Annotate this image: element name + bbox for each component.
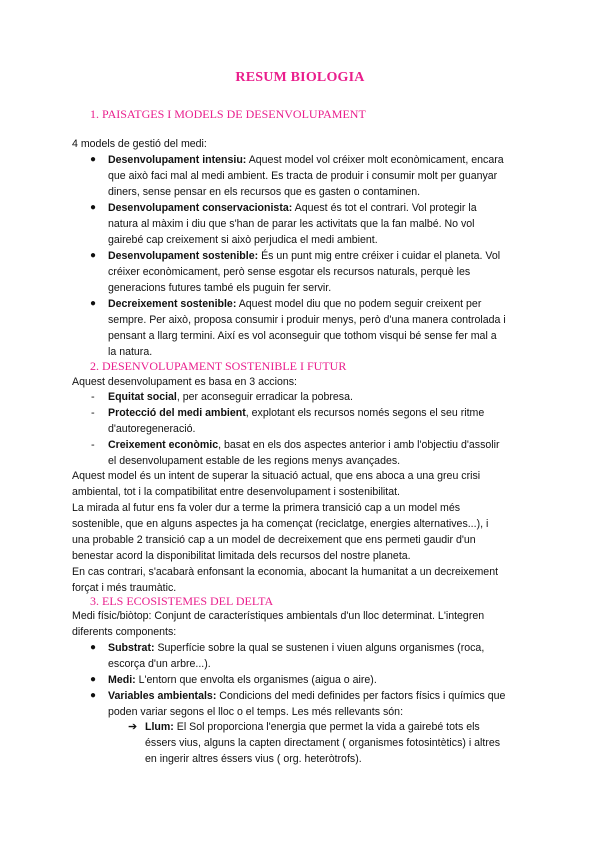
- item-text: , explotant els recursos només segons el seu ritme: [245, 407, 485, 419]
- paragraph-line: En cas contrari, s'acabarà enfonsant la economia, abocant la humanitat a un decreixement: [72, 566, 499, 578]
- item-text: escorça d'un arbre...).: [108, 658, 211, 670]
- item-text: L'entorn que envolta els organismes (aigua o aire).: [135, 674, 377, 686]
- item-text: en ingerir altres éssers vius ( org. heteròtrofs).: [145, 753, 362, 765]
- item-text: d'autoregeneració.: [108, 423, 196, 435]
- list-item: [108, 405, 484, 421]
- item-text: poden variar segons el lloc o el temps. Les més rellevants són:: [108, 706, 404, 718]
- arrow-right-icon: ➔: [128, 721, 138, 733]
- item-text: la natura.: [108, 346, 153, 358]
- list-item: [108, 672, 377, 688]
- item-text: éssers vius, alguns la capten directament ( organismes fotosintètics) i altres: [145, 737, 501, 749]
- item-term: Variables ambientals:: [108, 690, 217, 702]
- document-title: RESUM BIOLOGIA: [235, 70, 365, 85]
- bullet-icon: ●: [90, 674, 97, 685]
- section-2-heading: 2. DESENVOLUPAMENT SOSTENIBLE I FUTUR: [90, 359, 347, 373]
- list-item: [108, 640, 484, 656]
- item-text: El Sol proporciona l'energia que permet la vida a gairebé tots els: [173, 721, 480, 733]
- item-term: Desenvolupament conservacionista:: [108, 202, 293, 214]
- dash-icon: -: [91, 407, 95, 419]
- bullet-icon: ●: [90, 642, 97, 653]
- list-item: [108, 389, 353, 405]
- paragraph-line: forçat i més traumàtic.: [72, 582, 177, 594]
- item-text: que això faci mal al medi ambient. Es tracta de produir i consumir molt per guanyar: [108, 170, 498, 182]
- bullet-icon: ●: [90, 202, 97, 213]
- item-term: Substrat:: [108, 642, 155, 654]
- list-item: [108, 200, 477, 216]
- section-1-intro: 4 models de gestió del medi:: [72, 138, 207, 150]
- item-text: sempre. Per això, proposa consumir i produir menys, però d'una manera controlada i: [108, 314, 506, 326]
- section-3-heading: 3. ELS ECOSISTEMES DEL DELTA: [90, 594, 274, 608]
- paragraph-line: una probable 2 transició cap a un model de decreixement que ens permeti gaudir d'un: [72, 534, 476, 546]
- item-text: créixer econòmicament, però sense esgotar els recursos naturals, perquè les: [108, 266, 471, 278]
- item-text: el desenvolupament estable de les regions menys avançades.: [108, 455, 401, 467]
- item-text: generacions futures també els puguin fer servir.: [108, 282, 332, 294]
- item-text: natura al màxim i diu que s'han de parar les activitats que la fan malbé. No vol: [108, 218, 475, 230]
- dash-icon: -: [91, 391, 95, 403]
- paragraph-line: sostenible, que en alguns aspectes ja ha començat (reciclatge, energies alternatives...), i: [72, 518, 489, 530]
- item-text: , per aconseguir erradicar la pobresa.: [176, 391, 353, 403]
- item-term: Desenvolupament intensiu:: [108, 154, 247, 166]
- list-item: [108, 688, 505, 704]
- list-item: [108, 152, 504, 168]
- item-text: gairebé cap creixement si això perjudica el medi ambient.: [108, 234, 378, 246]
- item-text: Aquest és tot el contrari. Vol protegir la: [292, 202, 477, 214]
- item-term: Decreixement sostenible:: [108, 298, 237, 310]
- item-term: Desenvolupament sostenible:: [108, 250, 259, 262]
- item-text: pensant a llarg termini. Així es vol aconseguir que tothom visqui bé sense fer mal a: [108, 330, 497, 342]
- paragraph-line: La mirada al futur ens fa voler dur a terme la primera transició cap a un model més: [72, 502, 461, 514]
- bullet-icon: ●: [90, 154, 97, 165]
- dash-icon: -: [91, 439, 95, 451]
- item-text: Superfície sobre la qual se sustenen i viuen alguns organismes (roca,: [154, 642, 485, 654]
- bullet-icon: ●: [90, 250, 97, 261]
- bullet-icon: ●: [90, 298, 97, 309]
- list-item: [108, 248, 500, 264]
- section-3-intro: Medi físic/biòtop: Conjunt de característiques ambientals d'un lloc determinat. L'integren: [72, 610, 485, 622]
- paragraph-line: benestar acord la disponibilitat limitada dels recursos del nostre planeta.: [72, 550, 411, 562]
- item-text: Aquest model diu que no podem seguir creixent per: [236, 298, 482, 310]
- bullet-icon: ●: [90, 690, 97, 701]
- list-item: [108, 296, 481, 312]
- item-term: Llum:: [145, 721, 174, 733]
- item-text: diners, sense pensar en els recursos que es gasten o contaminen.: [108, 186, 421, 198]
- sub-list-item: [145, 719, 480, 735]
- item-term: Creixement econòmic: [108, 439, 219, 451]
- item-text: , basat en els dos aspectes anterior i amb l'objectiu d'assolir: [218, 439, 500, 451]
- item-term: Equitat social: [108, 391, 177, 403]
- item-term: Medi:: [108, 674, 136, 686]
- item-text: És un punt mig entre créixer i cuidar el planeta. Vol: [258, 250, 501, 262]
- item-term: Protecció del medi ambient: [108, 407, 246, 419]
- list-item: [108, 437, 500, 453]
- section-2-intro: Aquest desenvolupament es basa en 3 accions:: [72, 376, 297, 388]
- item-text: Aquest model vol créixer molt econòmicament, encara: [246, 154, 504, 166]
- paragraph-line: ambiental, tot i la compatibilitat entre desenvolupament i sostenibilitat.: [72, 486, 400, 498]
- section-1-heading: 1. PAISATGES I MODELS DE DESENVOLUPAMENT: [90, 107, 366, 121]
- paragraph-line: Aquest model és un intent de superar la situació actual, que ens aboca a una greu crisi: [72, 470, 481, 482]
- item-text: Condicions del medi definides per factors físics i químics que: [216, 690, 506, 702]
- section-3-intro: diferents components:: [72, 626, 177, 638]
